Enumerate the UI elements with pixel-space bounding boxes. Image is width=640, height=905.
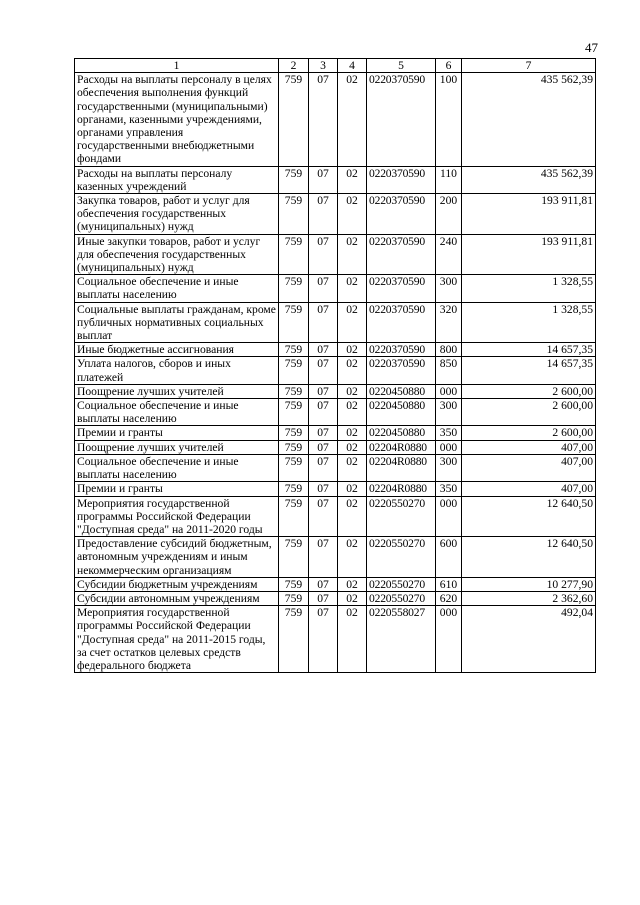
row-col-3: 07 (309, 537, 338, 578)
row-col-4: 02 (338, 482, 367, 496)
row-col-2: 759 (279, 537, 309, 578)
row-col-2: 759 (279, 357, 309, 384)
row-col-3: 07 (309, 399, 338, 426)
row-col-6: 000 (436, 440, 462, 454)
row-col-3: 07 (309, 357, 338, 384)
row-col-5: 0220550270 (367, 577, 436, 591)
row-col-2: 759 (279, 166, 309, 193)
row-col-6: 100 (436, 73, 462, 166)
row-amount: 407,00 (462, 440, 596, 454)
row-col-5: 0220370590 (367, 166, 436, 193)
row-col-4: 02 (338, 384, 367, 398)
row-col-3: 07 (309, 302, 338, 343)
row-name: Социальное обеспечение и иные выплаты населению (75, 399, 279, 426)
row-col-5: 0220370590 (367, 357, 436, 384)
row-col-2: 759 (279, 384, 309, 398)
row-col-6: 850 (436, 357, 462, 384)
row-col-6: 300 (436, 454, 462, 481)
row-amount: 435 562,39 (462, 73, 596, 166)
row-col-5: 0220550270 (367, 537, 436, 578)
table-row (75, 384, 596, 398)
row-name: Социальное обеспечение и иные выплаты населению (75, 454, 279, 481)
table-row (75, 357, 596, 384)
row-name: Уплата налогов, сборов и иных платежей (75, 357, 279, 384)
row-col-4: 02 (338, 73, 367, 166)
row-col-6: 300 (436, 275, 462, 302)
row-amount: 2 600,00 (462, 399, 596, 426)
table-row (75, 577, 596, 591)
row-col-2: 759 (279, 426, 309, 440)
row-col-6: 000 (436, 606, 462, 673)
row-col-2: 759 (279, 275, 309, 302)
row-amount: 1 328,55 (462, 275, 596, 302)
row-col-6: 200 (436, 194, 462, 235)
row-col-4: 02 (338, 591, 367, 605)
row-col-5: 0220370590 (367, 275, 436, 302)
row-col-3: 07 (309, 234, 338, 275)
row-col-5: 0220370590 (367, 234, 436, 275)
table-row (75, 166, 596, 193)
row-col-2: 759 (279, 606, 309, 673)
row-col-6: 620 (436, 591, 462, 605)
row-col-4: 02 (338, 234, 367, 275)
row-name: Социальные выплаты гражданам, кроме публичных нормативных социальных выплат (75, 302, 279, 343)
row-col-4: 02 (338, 166, 367, 193)
col-header-7: 7 (462, 59, 596, 73)
table-row (75, 194, 596, 235)
row-name: Мероприятия государственной программы Российской Федерации "Доступная среда" на 2011-2015 годы, за счет остатков целевых средств федерального бюджета (75, 606, 279, 673)
row-amount: 492,04 (462, 606, 596, 673)
row-col-4: 02 (338, 577, 367, 591)
row-name: Поощрение лучших учителей (75, 384, 279, 398)
row-col-3: 07 (309, 482, 338, 496)
col-header-3: 3 (309, 59, 338, 73)
row-col-5: 02204R0880 (367, 482, 436, 496)
row-col-6: 000 (436, 496, 462, 537)
col-header-4: 4 (338, 59, 367, 73)
row-amount: 407,00 (462, 482, 596, 496)
row-col-5: 0220450880 (367, 426, 436, 440)
row-amount: 12 640,50 (462, 496, 596, 537)
row-col-3: 07 (309, 606, 338, 673)
row-col-4: 02 (338, 496, 367, 537)
row-col-6: 240 (436, 234, 462, 275)
row-name: Субсидии бюджетным учреждениям (75, 577, 279, 591)
col-header-2: 2 (279, 59, 309, 73)
row-amount: 193 911,81 (462, 194, 596, 235)
row-col-4: 02 (338, 343, 367, 357)
row-col-6: 610 (436, 577, 462, 591)
row-col-4: 02 (338, 426, 367, 440)
row-col-4: 02 (338, 537, 367, 578)
row-col-4: 02 (338, 302, 367, 343)
row-col-3: 07 (309, 194, 338, 235)
row-amount: 1 328,55 (462, 302, 596, 343)
row-col-4: 02 (338, 454, 367, 481)
row-col-3: 07 (309, 577, 338, 591)
row-name: Социальное обеспечение и иные выплаты населению (75, 275, 279, 302)
row-col-2: 759 (279, 482, 309, 496)
table-row (75, 73, 596, 166)
row-name: Поощрение лучших учителей (75, 440, 279, 454)
row-col-2: 759 (279, 194, 309, 235)
row-col-5: 0220370590 (367, 302, 436, 343)
col-header-6: 6 (436, 59, 462, 73)
row-col-5: 0220370590 (367, 194, 436, 235)
table-row (75, 234, 596, 275)
row-col-3: 07 (309, 166, 338, 193)
table-row (75, 454, 596, 481)
row-col-5: 0220550270 (367, 496, 436, 537)
row-col-2: 759 (279, 496, 309, 537)
row-col-5: 0220450880 (367, 384, 436, 398)
row-col-6: 600 (436, 537, 462, 578)
row-col-3: 07 (309, 591, 338, 605)
row-amount: 14 657,35 (462, 343, 596, 357)
table-row (75, 440, 596, 454)
row-col-5: 0220450880 (367, 399, 436, 426)
row-name: Мероприятия государственной программы Российской Федерации "Доступная среда" на 2011-2020 годы (75, 496, 279, 537)
row-amount: 10 277,90 (462, 577, 596, 591)
header-row (75, 59, 596, 73)
row-col-4: 02 (338, 606, 367, 673)
row-name: Премии и гранты (75, 426, 279, 440)
row-col-2: 759 (279, 343, 309, 357)
row-name: Предоставление субсидий бюджетным, автономным учреждениям и иным некоммерческим организациям (75, 537, 279, 578)
row-col-2: 759 (279, 234, 309, 275)
row-col-5: 0220558027 (367, 606, 436, 673)
row-col-2: 759 (279, 399, 309, 426)
table-row (75, 426, 596, 440)
row-col-2: 759 (279, 577, 309, 591)
row-col-4: 02 (338, 440, 367, 454)
row-col-3: 07 (309, 454, 338, 481)
table-row (75, 275, 596, 302)
row-col-6: 800 (436, 343, 462, 357)
row-amount: 407,00 (462, 454, 596, 481)
row-col-2: 759 (279, 440, 309, 454)
row-name: Премии и гранты (75, 482, 279, 496)
row-name: Расходы на выплаты персоналу казенных учреждений (75, 166, 279, 193)
row-col-6: 350 (436, 426, 462, 440)
row-col-4: 02 (338, 275, 367, 302)
row-col-4: 02 (338, 357, 367, 384)
row-col-4: 02 (338, 399, 367, 426)
row-col-3: 07 (309, 426, 338, 440)
row-col-2: 759 (279, 591, 309, 605)
row-col-3: 07 (309, 440, 338, 454)
row-col-6: 000 (436, 384, 462, 398)
row-col-3: 07 (309, 275, 338, 302)
row-col-5: 02204R0880 (367, 440, 436, 454)
row-name: Иные бюджетные ассигнования (75, 343, 279, 357)
row-amount: 2 600,00 (462, 384, 596, 398)
row-col-6: 300 (436, 399, 462, 426)
table-row (75, 537, 596, 578)
row-col-3: 07 (309, 73, 338, 166)
row-name: Закупка товаров, работ и услуг для обеспечения государственных (муниципальных) нужд (75, 194, 279, 235)
col-header-5: 5 (367, 59, 436, 73)
table-row (75, 343, 596, 357)
row-name: Субсидии автономным учреждениям (75, 591, 279, 605)
row-amount: 435 562,39 (462, 166, 596, 193)
row-col-2: 759 (279, 302, 309, 343)
row-amount: 193 911,81 (462, 234, 596, 275)
row-col-5: 02204R0880 (367, 454, 436, 481)
row-name: Иные закупки товаров, работ и услуг для обеспечения государственных (муниципальных) нужд (75, 234, 279, 275)
table-row (75, 302, 596, 343)
row-col-2: 759 (279, 73, 309, 166)
page-number: 47 (585, 40, 598, 55)
row-col-2: 759 (279, 454, 309, 481)
row-amount: 2 600,00 (462, 426, 596, 440)
row-col-6: 320 (436, 302, 462, 343)
row-col-4: 02 (338, 194, 367, 235)
row-amount: 12 640,50 (462, 537, 596, 578)
row-col-5: 0220370590 (367, 73, 436, 166)
budget-table (74, 58, 596, 673)
table-row (75, 606, 596, 673)
row-col-3: 07 (309, 343, 338, 357)
row-col-3: 07 (309, 384, 338, 398)
row-amount: 14 657,35 (462, 357, 596, 384)
col-header-1: 1 (75, 59, 279, 73)
table-row (75, 482, 596, 496)
row-col-3: 07 (309, 496, 338, 537)
row-col-5: 0220370590 (367, 343, 436, 357)
row-col-6: 110 (436, 166, 462, 193)
row-col-5: 0220550270 (367, 591, 436, 605)
row-name: Расходы на выплаты персоналу в целях обеспечения выполнения функций государственными (муниципальными) органами, казенными учреждениями, органами управления государственными внебюджетными фондами (75, 73, 279, 166)
row-col-6: 350 (436, 482, 462, 496)
row-amount: 2 362,60 (462, 591, 596, 605)
table-row (75, 591, 596, 605)
table-row (75, 496, 596, 537)
table-row (75, 399, 596, 426)
